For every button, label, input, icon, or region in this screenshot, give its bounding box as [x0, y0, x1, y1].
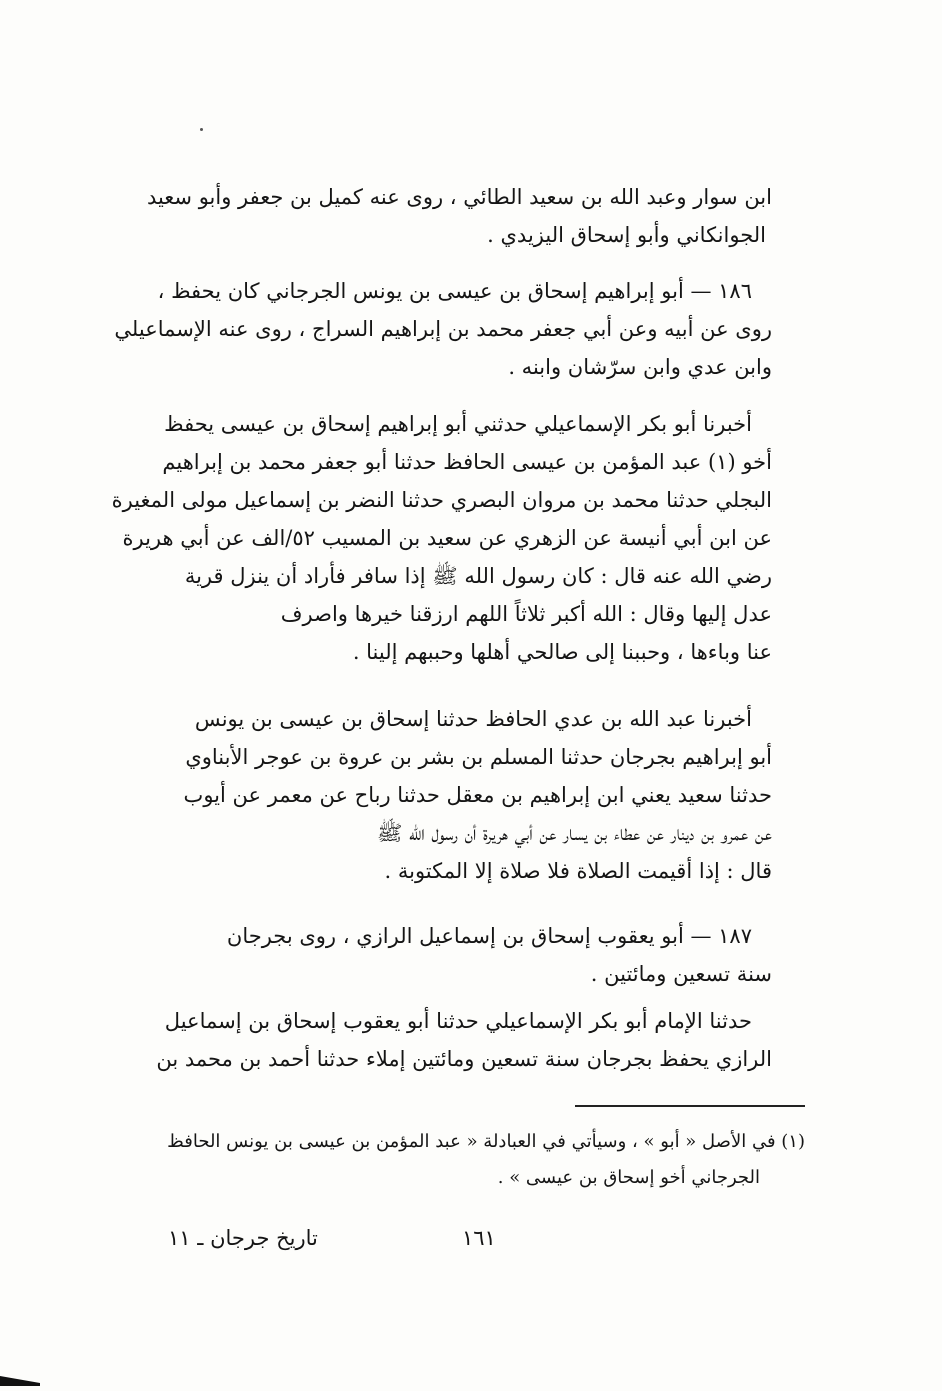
text-line: أخبرنا عبد الله بن عدي الحافظ حدثنا إسحاق بن عيسى بن يونس	[194, 707, 752, 731]
footnote	[160, 1124, 805, 1196]
entry-187	[160, 917, 772, 993]
text-line: عدل إليها وقال : الله أكبر ثلاثاً اللهم ارزقنا خيرها واصرف	[280, 602, 772, 626]
text-line: أخو (١) عبد المؤمن بن عيسى الحافظ حدثنا أبو جعفر محمد بن إبراهيم	[162, 450, 772, 474]
text-line: ١٨٧ — أبو يعقوب إسحاق بن إسماعيل الرازي ، روى بجرجان	[226, 924, 752, 948]
footnote-divider	[575, 1105, 805, 1107]
paragraph-1	[146, 178, 772, 254]
text-line: رضي الله عنه قال : كان رسول الله ﷺ إذا سافر فأراد أن ينزل قرية	[184, 564, 772, 588]
text-line: وابن عدي وابن سرّشان وابنه .	[508, 355, 772, 379]
text-line: أخبرنا أبو بكر الإسماعيلي حدثني أبو إبراهيم إسحاق بن عيسى يحفظ	[164, 412, 752, 436]
hadith-paragraph-2	[160, 700, 772, 890]
text-line: حدثنا الإمام أبو بكر الإسماعيلي حدثنا أبو يعقوب إسحاق بن إسماعيل	[164, 1009, 752, 1033]
entry-186	[114, 272, 772, 386]
page-number: ١٦١	[462, 1226, 496, 1250]
scan-speck	[200, 128, 203, 131]
footnote-line: (١) في الأصل « أبو » ، وسيأتي في العبادلة « عبد المؤمن بن عيسى بن يونس الحافظ	[167, 1131, 805, 1152]
text-line: قال : إذا أقيمت الصلاة فلا صلاة إلا المكتوبة .	[384, 859, 772, 883]
text-line: روى عن أبيه وعن أبي جعفر محمد بن إبراهيم السراج ، روى عنه الإسماعيلي	[114, 317, 772, 341]
text-line: الجوانكاني وأبو إسحاق اليزيدي .	[487, 223, 766, 247]
text-line: ١٨٦ — أبو إبراهيم إسحاق بن عيسى بن يونس الجرجاني كان يحفظ ،	[157, 279, 752, 303]
text-line: الرازي يحفظ بجرجان سنة تسعين ومائتين إملاء حدثنا أحمد بن محمد بن	[156, 1047, 772, 1071]
text-line: ابن سوار وعبد الله بن سعيد الطائي ، روى عنه كميل بن جعفر وأبو سعيد	[146, 185, 772, 209]
running-title: تاريخ جرجان ـ ١١	[168, 1226, 318, 1250]
text-line: عنا وباءها ، وحببنا إلى صالحي أهلها وحببهم إلينا .	[352, 640, 772, 664]
text-line: أبو إبراهيم بجرجان حدثنا المسلم بن بشر بن عروة بن عوجر الأبناوي	[185, 745, 772, 769]
scan-edge-mark	[0, 1376, 40, 1386]
text-line: عن عمرو بن دينار عن عطاء بن يسار عن أبي هريرة أن رسول الله ﷺ	[376, 821, 772, 845]
text-line: عن ابن أبي أنيسة عن الزهري عن سعيد بن المسيب ٥٢/الف عن أبي هريرة	[122, 526, 772, 550]
hadith-paragraph-1	[111, 405, 772, 671]
text-line: سنة تسعين ومائتين .	[590, 962, 772, 986]
text-line: حدثنا سعيد يعني ابن إبراهيم بن معقل حدثنا رباح عن معمر عن أيوب	[183, 783, 772, 807]
hadith-paragraph-3	[156, 1002, 772, 1078]
footnote-line: الجرجاني أخو إسحاق بن عيسى » .	[497, 1167, 760, 1188]
text-line: البجلي حدثنا محمد بن مروان البصري حدثنا النضر بن إسماعيل مولى المغيرة	[111, 488, 772, 512]
